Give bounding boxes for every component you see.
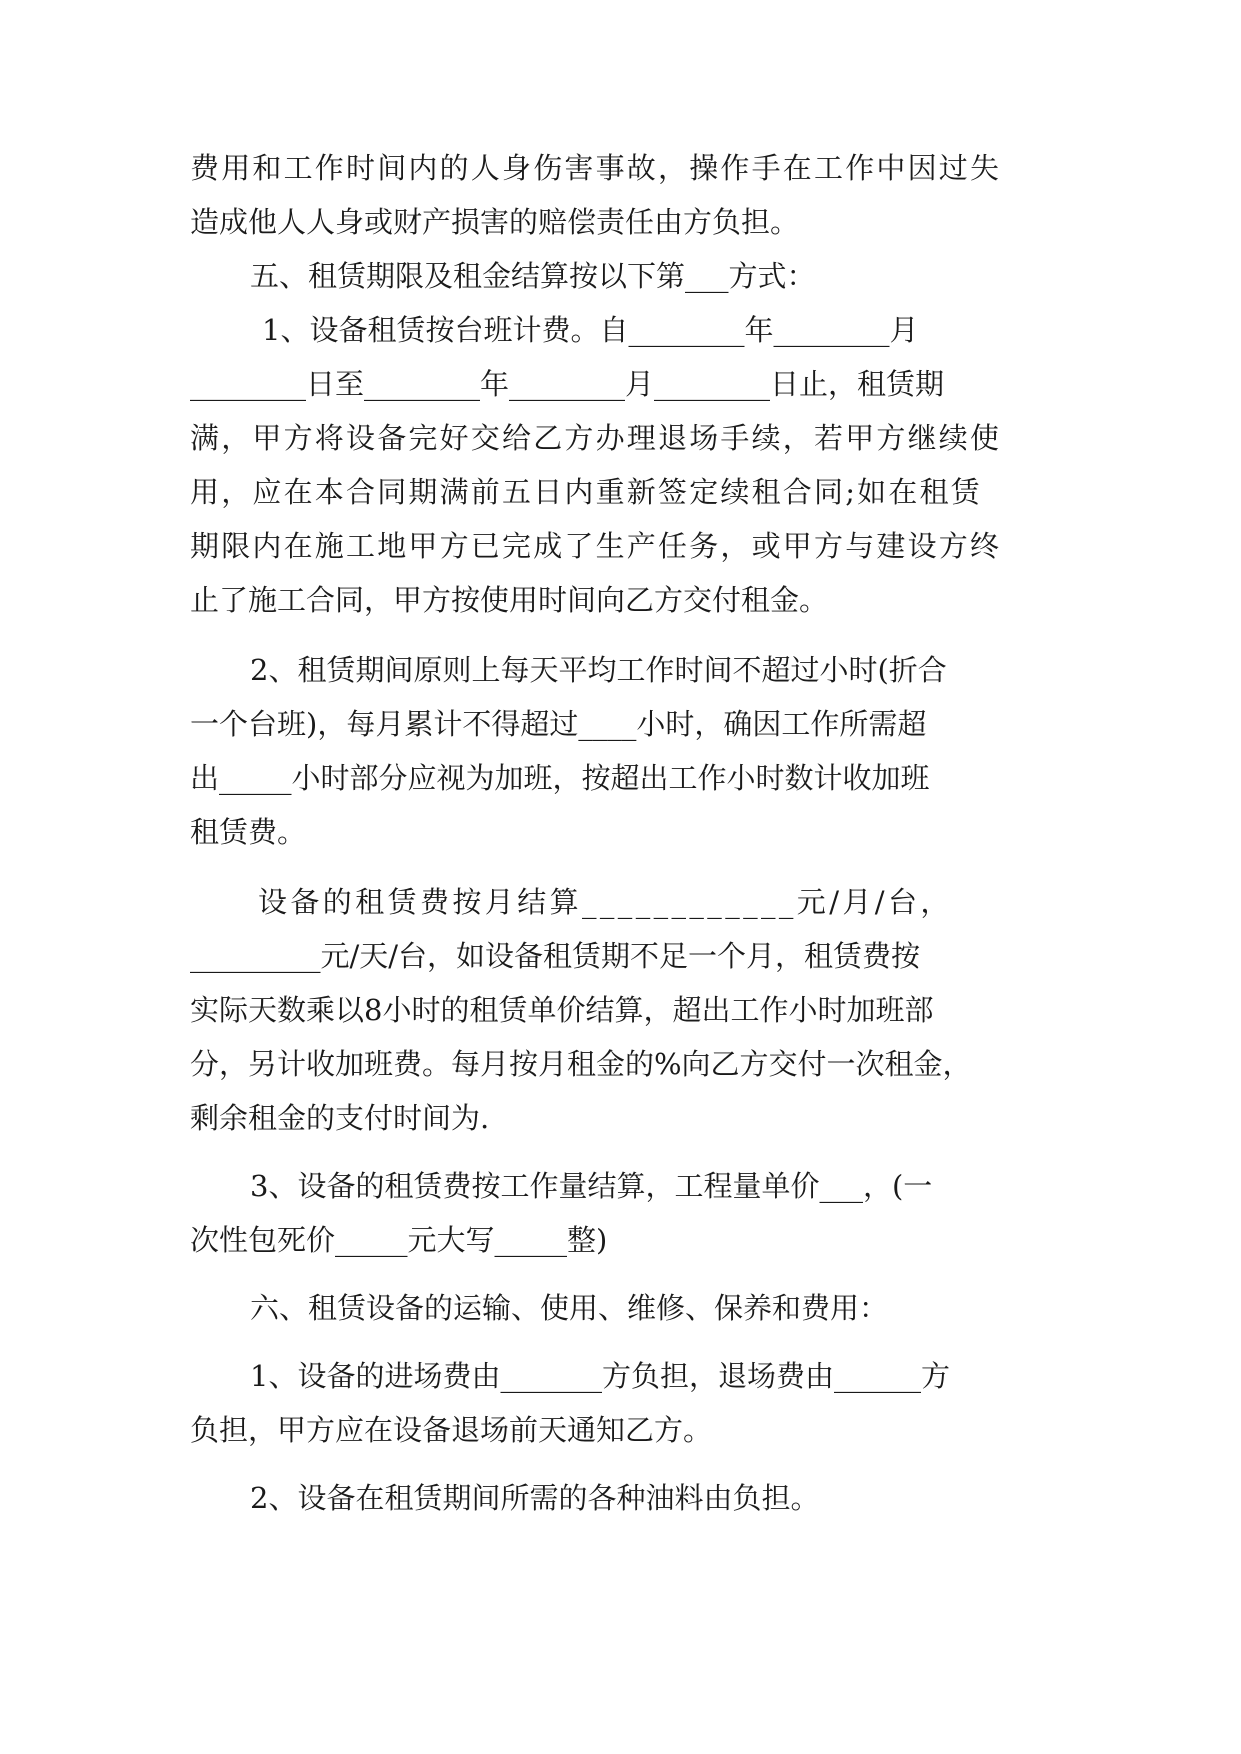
text-line: 剩余租金的支付时间为. xyxy=(190,1101,490,1135)
text-line: 造成他人人身或财产损害的赔偿责任由方负担。 xyxy=(190,205,800,239)
text-line: 2、租赁期间原则上每天平均工作时间不超过小时(折合 xyxy=(250,653,947,687)
text-line: 租赁费。 xyxy=(190,815,307,849)
text-line: 止了施工合同，甲方按使用时间向乙方交付租金。 xyxy=(190,583,829,617)
text-line: 1、设备的进场费由_______方负担，退场费由______方 xyxy=(250,1359,950,1393)
section-heading: 五、租赁期限及租金结算按以下第___方式： xyxy=(250,259,816,293)
text-line: 负担，甲方应在设备退场前天通知乙方。 xyxy=(190,1413,713,1447)
text-line: 满，甲方将设备完好交给乙方办理退场手续，若甲方继续使 xyxy=(190,421,1002,455)
text-line: _________元/天/台，如设备租赁期不足一个月，租赁费按 xyxy=(190,939,921,973)
text-line: 实际天数乘以8小时的租赁单价结算，超出工作小时加班部 xyxy=(190,993,934,1027)
section-heading: 六、租赁设备的运输、使用、维修、保养和费用： xyxy=(250,1291,889,1325)
text-line: ________日至________年________月________日止，租赁期 xyxy=(190,367,945,401)
text-line: 用，应在本合同期满前五日内重新签定续租合同;如在租赁 xyxy=(190,475,982,509)
text-line: 一个台班)，每月累计不得超过____小时，确因工作所需超 xyxy=(190,707,927,741)
text-line: 设备的租赁费按月结算____________元/月/台， xyxy=(258,885,953,919)
text-line: 出_____小时部分应视为加班，按超出工作小时数计收加班 xyxy=(190,761,930,795)
text-line: 3、设备的租赁费按工作量结算，工程量单价___，(一 xyxy=(250,1169,933,1203)
text-line: 1、设备租赁按台班计费。自________年________月 xyxy=(262,313,919,347)
text-line: 费用和工作时间内的人身伤害事故，操作手在工作中因过失 xyxy=(190,151,1002,185)
text-line: 2、设备在租赁期间所需的各种油料由负担。 xyxy=(250,1481,820,1515)
text-line: 次性包死价_____元大写_____整) xyxy=(190,1223,608,1257)
text-line: 分，另计收加班费。每月按月租金的%向乙方交付一次租金， xyxy=(190,1047,972,1081)
text-line: 期限内在施工地甲方已完成了生产任务，或甲方与建设方终 xyxy=(190,529,1002,563)
